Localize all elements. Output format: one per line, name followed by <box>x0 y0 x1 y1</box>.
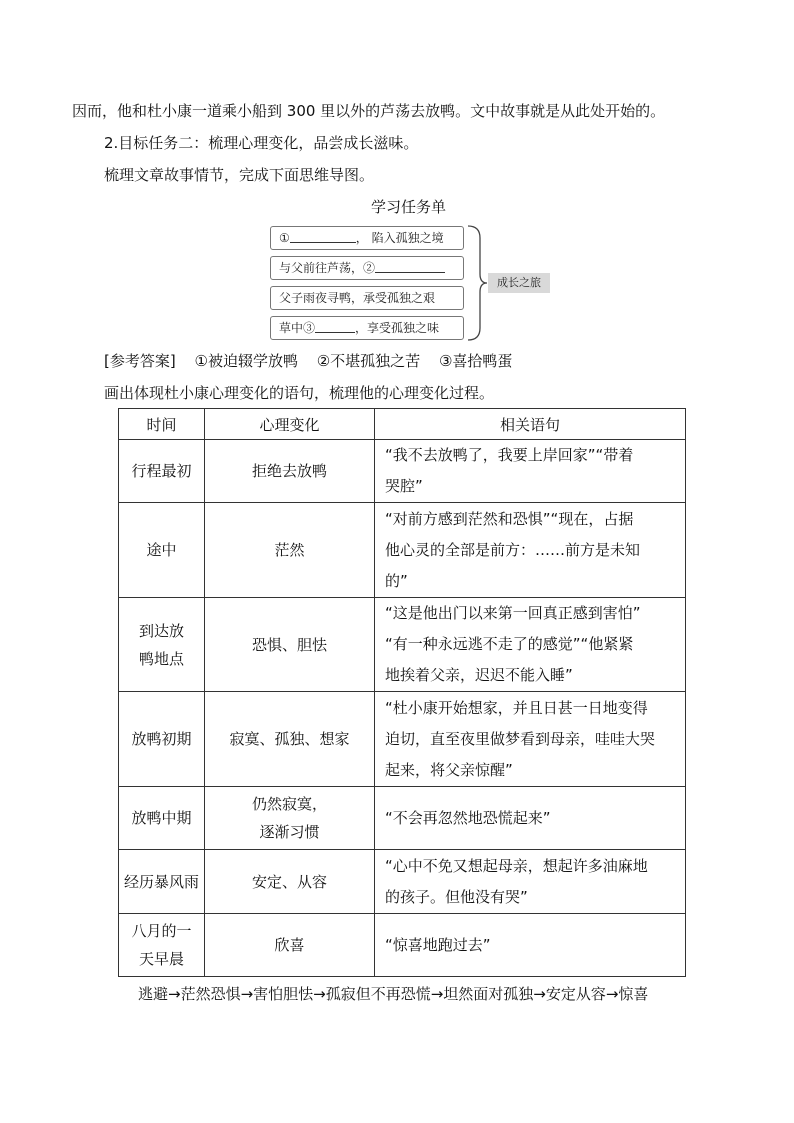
change-cell: 恐惧、胆怯 <box>205 598 375 692</box>
header-quote: 相关语句 <box>375 409 686 440</box>
time-cell: 放鸭中期 <box>119 787 205 850</box>
mindmap-title: 学习任务单 <box>371 198 447 216</box>
time-cell: 放鸭初期 <box>119 692 205 787</box>
node-text: 草中③ <box>279 321 316 335</box>
paragraph-intro: 因而，他和杜小康一道乘小船到 300 里以外的芦荡去放鸭。文中故事就是从此处开始的。 <box>72 102 666 120</box>
task-heading: 2.目标任务二：梳理心理变化，品尝成长滋味。 <box>104 134 419 152</box>
time-cell: 途中 <box>119 503 205 598</box>
answer-item-1: ①被迫辍学放鸭 <box>194 352 298 370</box>
table-row <box>119 914 686 977</box>
time-cell: 到达放 鸭地点 <box>119 598 205 692</box>
header-time: 时间 <box>119 409 205 440</box>
change-cell: 茫然 <box>205 503 375 598</box>
mindmap-node-3 <box>270 286 464 310</box>
table-row <box>119 598 686 692</box>
answer-item-3: ③喜拾鸭蛋 <box>438 352 513 370</box>
table-header-row <box>119 409 686 440</box>
quote-cell: “我不去放鸭了，我要上岸回家”“带着 哭腔” <box>375 440 686 503</box>
node-text: ，享受孤独之味 <box>355 321 440 335</box>
table-row <box>119 787 686 850</box>
quote-cell: “对前方感到茫然和恐惧”“现在，占据 他心灵的全部是前方：……前方是未知 的” <box>375 503 686 598</box>
task-instruction: 梳理文章故事情节，完成下面思维导图。 <box>104 166 375 184</box>
change-cell: 仍然寂寞， 逐渐习惯 <box>205 787 375 850</box>
time-cell: 经历暴风雨 <box>119 850 205 914</box>
quote-cell: “不会再忽然地恐慌起来” <box>375 787 686 850</box>
change-cell: 欣喜 <box>205 914 375 977</box>
change-cell: 安定、从容 <box>205 850 375 914</box>
change-cell: 寂寞、孤独、想家 <box>205 692 375 787</box>
table-row <box>119 850 686 914</box>
time-cell: 八月的一 天早晨 <box>119 914 205 977</box>
psychology-table <box>118 408 686 977</box>
fill-blank <box>375 258 445 273</box>
node-text: ， 陷入孤独之境 <box>355 231 444 245</box>
quote-cell: “惊喜地跑过去” <box>375 914 686 977</box>
time-cell: 行程最初 <box>119 440 205 503</box>
change-cell: 拒绝去放鸭 <box>205 440 375 503</box>
mindmap-center-node: 成长之旅 <box>488 273 550 293</box>
quote-cell: “心中不免又想起母亲，想起许多油麻地 的孩子。但他没有哭” <box>375 850 686 914</box>
mindmap-node-2 <box>270 256 464 280</box>
table-row <box>119 503 686 598</box>
answer-label: [参考答案] <box>104 352 176 370</box>
reference-answer <box>104 350 512 372</box>
table-row <box>119 692 686 787</box>
table-instruction: 画出体现杜小康心理变化的语句，梳理他的心理变化过程。 <box>104 384 495 402</box>
node-text: 与父前往芦荡，② <box>279 261 376 275</box>
answer-item-2: ②不堪孤独之苦 <box>316 352 421 370</box>
quote-cell: “杜小康开始想家，并且日甚一日地变得 迫切，直至夜里做梦看到母亲，哇哇大哭 起来，将父亲惊醒” <box>375 692 686 787</box>
fill-blank <box>290 228 356 243</box>
mindmap-node-4 <box>270 316 464 340</box>
brace-connector <box>466 224 488 342</box>
header-change: 心理变化 <box>205 409 375 440</box>
node-number: ① <box>279 231 290 245</box>
change-process-summary: 逃避→茫然恐惧→害怕胆怯→孤寂但不再恐慌→坦然面对孤独→安定从容→惊喜 <box>138 985 649 1003</box>
node-text: 父子雨夜寻鸭，承受孤独之艰 <box>279 291 436 305</box>
quote-cell: “这是他出门以来第一回真正感到害怕” “有一种永远逃不走了的感觉”“他紧紧 地挨着父亲，迟迟不能入睡” <box>375 598 686 692</box>
fill-blank <box>315 318 355 333</box>
mindmap-node-1 <box>270 226 464 250</box>
table-row <box>119 440 686 503</box>
